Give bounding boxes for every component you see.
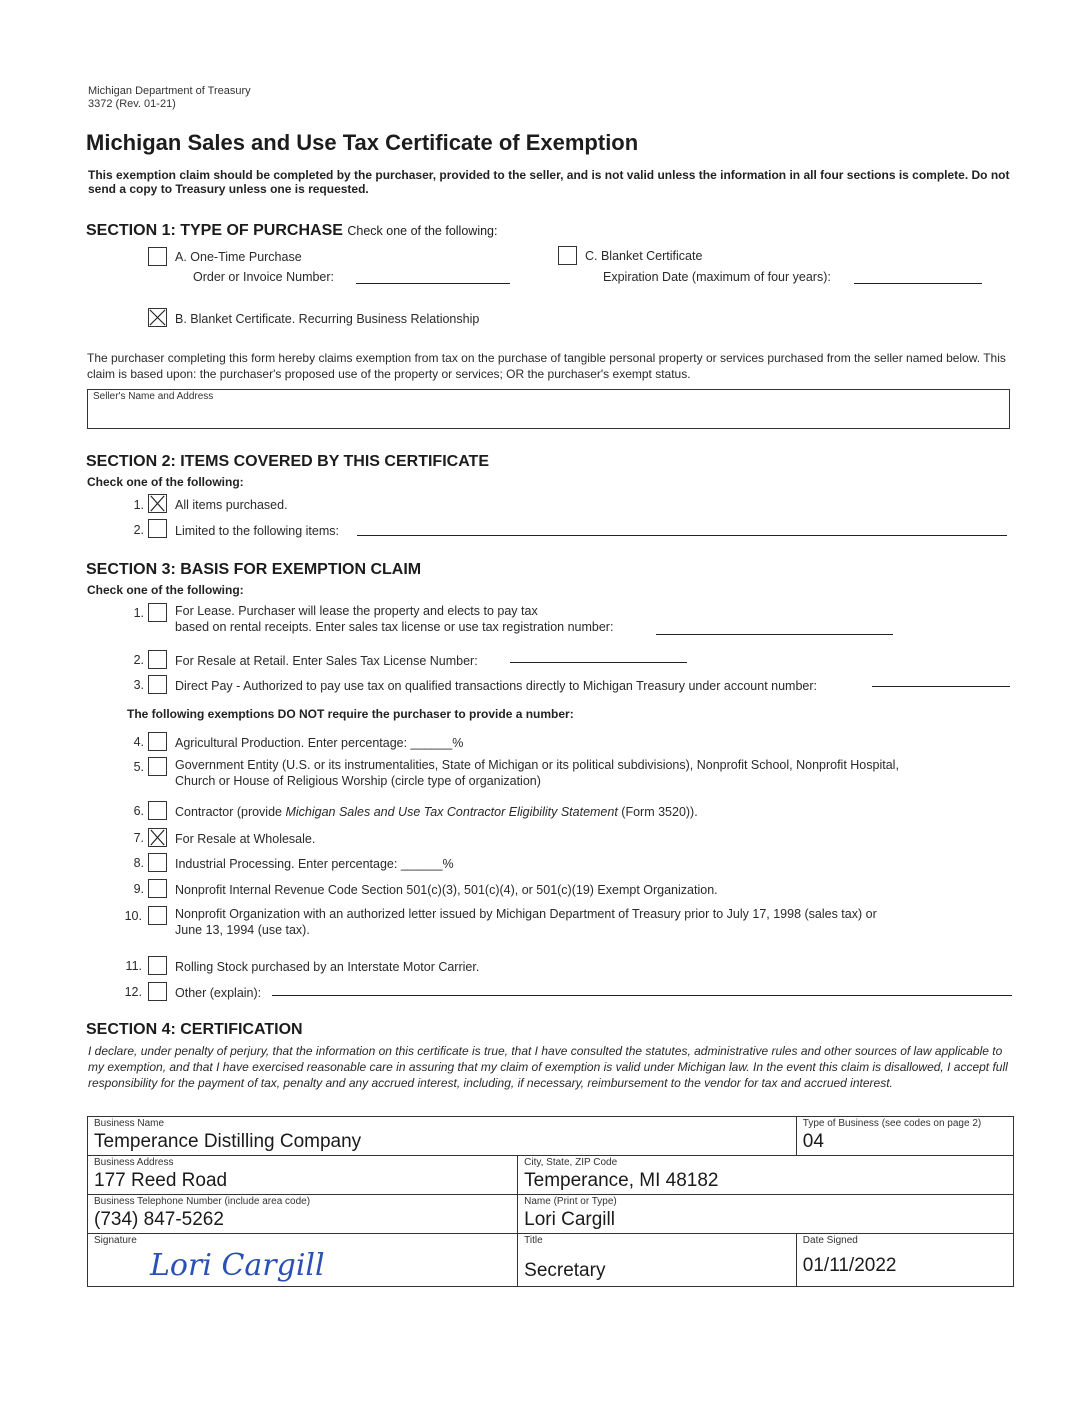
exemption-label-text: For Lease. Purchaser will lease the property and elects to pay tax	[175, 604, 538, 618]
x-mark-icon	[149, 309, 166, 326]
order-number-field[interactable]	[356, 283, 510, 284]
limited-items-field[interactable]	[357, 535, 1007, 536]
item-number: 3.	[133, 678, 144, 692]
page-title: Michigan Sales and Use Tax Certificate of Exemption	[86, 130, 639, 155]
checkbox-all-items[interactable]	[148, 494, 167, 513]
exemption-label	[175, 959, 479, 975]
business-address-field[interactable]	[88, 1156, 518, 1195]
city-state-zip-field[interactable]	[518, 1156, 1014, 1195]
item-number: 7.	[133, 831, 144, 845]
title-value: Secretary	[524, 1260, 606, 1281]
section1-title: SECTION 1: TYPE OF PURCHASE	[86, 222, 343, 239]
expiration-date-label: Expiration Date (maximum of four years):	[603, 270, 831, 284]
section1-heading	[86, 222, 497, 240]
checkbox-exemption-7[interactable]	[148, 828, 167, 847]
exemption-label-text: For Resale at Retail. Enter Sales Tax License Number:	[175, 654, 478, 668]
no-number-note: The following exemptions DO NOT require the purchaser to provide a number:	[127, 707, 574, 721]
exemption-label	[175, 757, 899, 789]
expiration-date-field[interactable]	[854, 283, 982, 284]
item-number: 6.	[133, 804, 144, 818]
item-number: 1.	[133, 606, 144, 620]
business-address-label: Business Address	[94, 1157, 174, 1168]
exemption-number-field-2[interactable]	[510, 662, 687, 663]
exemption-label	[175, 882, 718, 898]
date-signed-label: Date Signed	[802, 1235, 858, 1246]
option-a-label: A. One-Time Purchase	[175, 250, 302, 264]
checkbox-exemption-2[interactable]	[148, 650, 167, 669]
checkbox-exemption-8[interactable]	[148, 853, 167, 872]
item-number: 9.	[133, 882, 144, 896]
date-signed-value: 01/11/2022	[802, 1255, 897, 1276]
phone-value: (734) 847-5262	[94, 1209, 224, 1230]
phone-label: Business Telephone Number (include area code)	[94, 1196, 311, 1207]
option-b-label: B. Blanket Certificate. Recurring Business Relationship	[175, 312, 480, 326]
business-type-field[interactable]	[796, 1117, 1013, 1156]
handwritten-signature: Lori Cargill	[150, 1248, 325, 1283]
item-number: 4.	[133, 735, 144, 749]
item-number: 11.	[125, 959, 142, 973]
section3-heading: SECTION 3: BASIS FOR EXEMPTION CLAIM	[86, 561, 422, 578]
title-field[interactable]	[518, 1234, 797, 1287]
checkbox-exemption-12[interactable]	[148, 982, 167, 1001]
exemption-label	[175, 735, 463, 751]
exemption-label-text: Direct Pay - Authorized to pay use tax on qualified transactions directly to Michigan Treasury under account number:	[175, 679, 817, 693]
department-name: Michigan Department of Treasury	[88, 85, 251, 97]
exemption-label	[175, 804, 698, 820]
exemption-label	[175, 603, 613, 635]
certification-text: I declare, under penalty of perjury, that the information on this certificate is true, that I have consulted the statutes, administrative rules and other sources of law applicable to my exemption, and that I have exercised reasonable care in assuring that my claim of exemption is valid under Michigan law. In the event this claim is disallowed, I accept full responsibility for the payment of tax, penalty and any accrued interest, including, if necessary, reimbursement to the vendor for tax and accrued interest.	[88, 1044, 1008, 1090]
checkbox-exemption-3[interactable]	[148, 675, 167, 694]
city-state-zip-value: Temperance, MI 48182	[524, 1170, 719, 1191]
x-mark-icon	[149, 495, 166, 512]
checkbox-exemption-4[interactable]	[148, 732, 167, 751]
checkbox-blanket-certificate-c[interactable]	[558, 246, 577, 265]
checkbox-exemption-10[interactable]	[148, 906, 167, 925]
exemption-label-line2: Church or House of Religious Worship (circle type of organization)	[175, 774, 541, 788]
exemption-label-text: For Resale at Wholesale.	[175, 832, 316, 846]
exemption-label	[175, 906, 877, 938]
department-header	[88, 85, 251, 111]
business-name-field[interactable]	[88, 1117, 797, 1156]
business-address-value: 177 Reed Road	[94, 1170, 228, 1191]
item-number: 10.	[124, 909, 142, 923]
exemption-label	[175, 653, 478, 669]
form-number: 3372 (Rev. 01-21)	[88, 98, 176, 110]
item-number: 1.	[133, 498, 144, 512]
exemption-label-line2: June 13, 1994 (use tax).	[175, 923, 310, 937]
print-name-label: Name (Print or Type)	[524, 1196, 617, 1207]
business-name-label: Business Name	[94, 1118, 165, 1129]
phone-field[interactable]	[88, 1195, 518, 1234]
business-name-value: Temperance Distilling Company	[94, 1131, 362, 1152]
exemption-label-text: Nonprofit Internal Revenue Code Section 501(c)(3), 501(c)(4), or 501(c)(19) Exempt Organization.	[175, 883, 718, 897]
item-number: 12.	[124, 985, 142, 999]
intro-text: This exemption claim should be completed by the purchaser, provided to the seller, and is not valid unless the information in all four sections is complete. Do not send a copy to Treasury unless one is requested.	[88, 168, 1010, 196]
section2-instruction: Check one of the following:	[87, 475, 244, 489]
option-c-label: C. Blanket Certificate	[585, 249, 703, 263]
exemption-label-end: (Form 3520)).	[617, 805, 698, 819]
item-number: 5.	[133, 760, 144, 774]
exemption-label-text: Government Entity (U.S. or its instrumentalities, State of Michigan or its political subdivisions), Nonprofit School, Nonprofit Hospital,	[175, 758, 899, 772]
form-3520-title: Michigan Sales and Use Tax Contractor Eligibility Statement	[285, 805, 618, 819]
section2-heading: SECTION 2: ITEMS COVERED BY THIS CERTIFICATE	[86, 453, 489, 470]
section1-instruction: Check one of the following:	[347, 224, 498, 238]
exemption-label	[175, 831, 315, 847]
business-type-label: Type of Business (see codes on page 2)	[802, 1118, 982, 1129]
exemption-number-field-3[interactable]	[872, 686, 1010, 687]
checkbox-one-time-purchase[interactable]	[148, 247, 167, 266]
exemption-label-text: Agricultural Production. Enter percentage: ______%	[175, 736, 464, 750]
item-number: 2.	[133, 653, 144, 667]
title-label: Title	[524, 1235, 543, 1246]
signature-label: Signature	[94, 1235, 137, 1246]
exemption-label-line2: based on rental receipts. Enter sales tax license or use tax registration number:	[175, 620, 614, 634]
city-state-zip-label: City, State, ZIP Code	[524, 1157, 618, 1168]
exemption-label-text: Industrial Processing. Enter percentage: ______%	[175, 857, 454, 871]
date-signed-field[interactable]	[796, 1234, 1013, 1287]
checkbox-exemption-9[interactable]	[148, 879, 167, 898]
checkbox-exemption-11[interactable]	[148, 956, 167, 975]
seller-name-address-field[interactable]	[87, 389, 1010, 429]
checkbox-exemption-1[interactable]	[148, 603, 167, 622]
exemption-label-text: Rolling Stock purchased by an Interstate Motor Carrier.	[175, 960, 480, 974]
exemption-label-text: Nonprofit Organization with an authorized letter issued by Michigan Department of Treasury prior to July 17, 1998 (sales tax) or	[175, 907, 877, 921]
exemption-label-text: Contractor (provide	[175, 805, 286, 819]
exemption-label-text: Other (explain):	[175, 986, 262, 1000]
print-name-value: Lori Cargill	[524, 1209, 615, 1230]
item-number: 2.	[133, 523, 144, 537]
exemption-number-field-12[interactable]	[272, 995, 1012, 996]
print-name-field[interactable]	[518, 1195, 1014, 1234]
exemption-number-field-1[interactable]	[656, 634, 893, 635]
checkbox-exemption-6[interactable]	[148, 801, 167, 820]
all-items-label: All items purchased.	[175, 498, 288, 512]
seller-label: Seller's Name and Address	[93, 391, 214, 402]
x-mark-icon	[149, 829, 166, 846]
section4-heading: SECTION 4: CERTIFICATION	[86, 1021, 303, 1038]
claim-text: The purchaser completing this form hereby claims exemption from tax on the purchase of tangible personal property or services purchased from the seller named below. This claim is based upon: the purchaser's proposed use of the property or services; OR the purchaser's exempt status.	[87, 351, 1006, 381]
item-number: 8.	[133, 856, 144, 870]
limited-items-label: Limited to the following items:	[175, 524, 339, 538]
section3-instruction: Check one of the following:	[87, 583, 244, 597]
exemption-label	[175, 985, 261, 1001]
checkbox-blanket-certificate-b[interactable]	[148, 308, 167, 327]
business-type-value: 04	[802, 1131, 824, 1152]
exemption-label	[175, 856, 454, 872]
order-number-label: Order or Invoice Number:	[193, 270, 335, 284]
checkbox-exemption-5[interactable]	[148, 757, 167, 776]
checkbox-limited-items[interactable]	[148, 519, 167, 538]
exemption-label	[175, 678, 817, 694]
